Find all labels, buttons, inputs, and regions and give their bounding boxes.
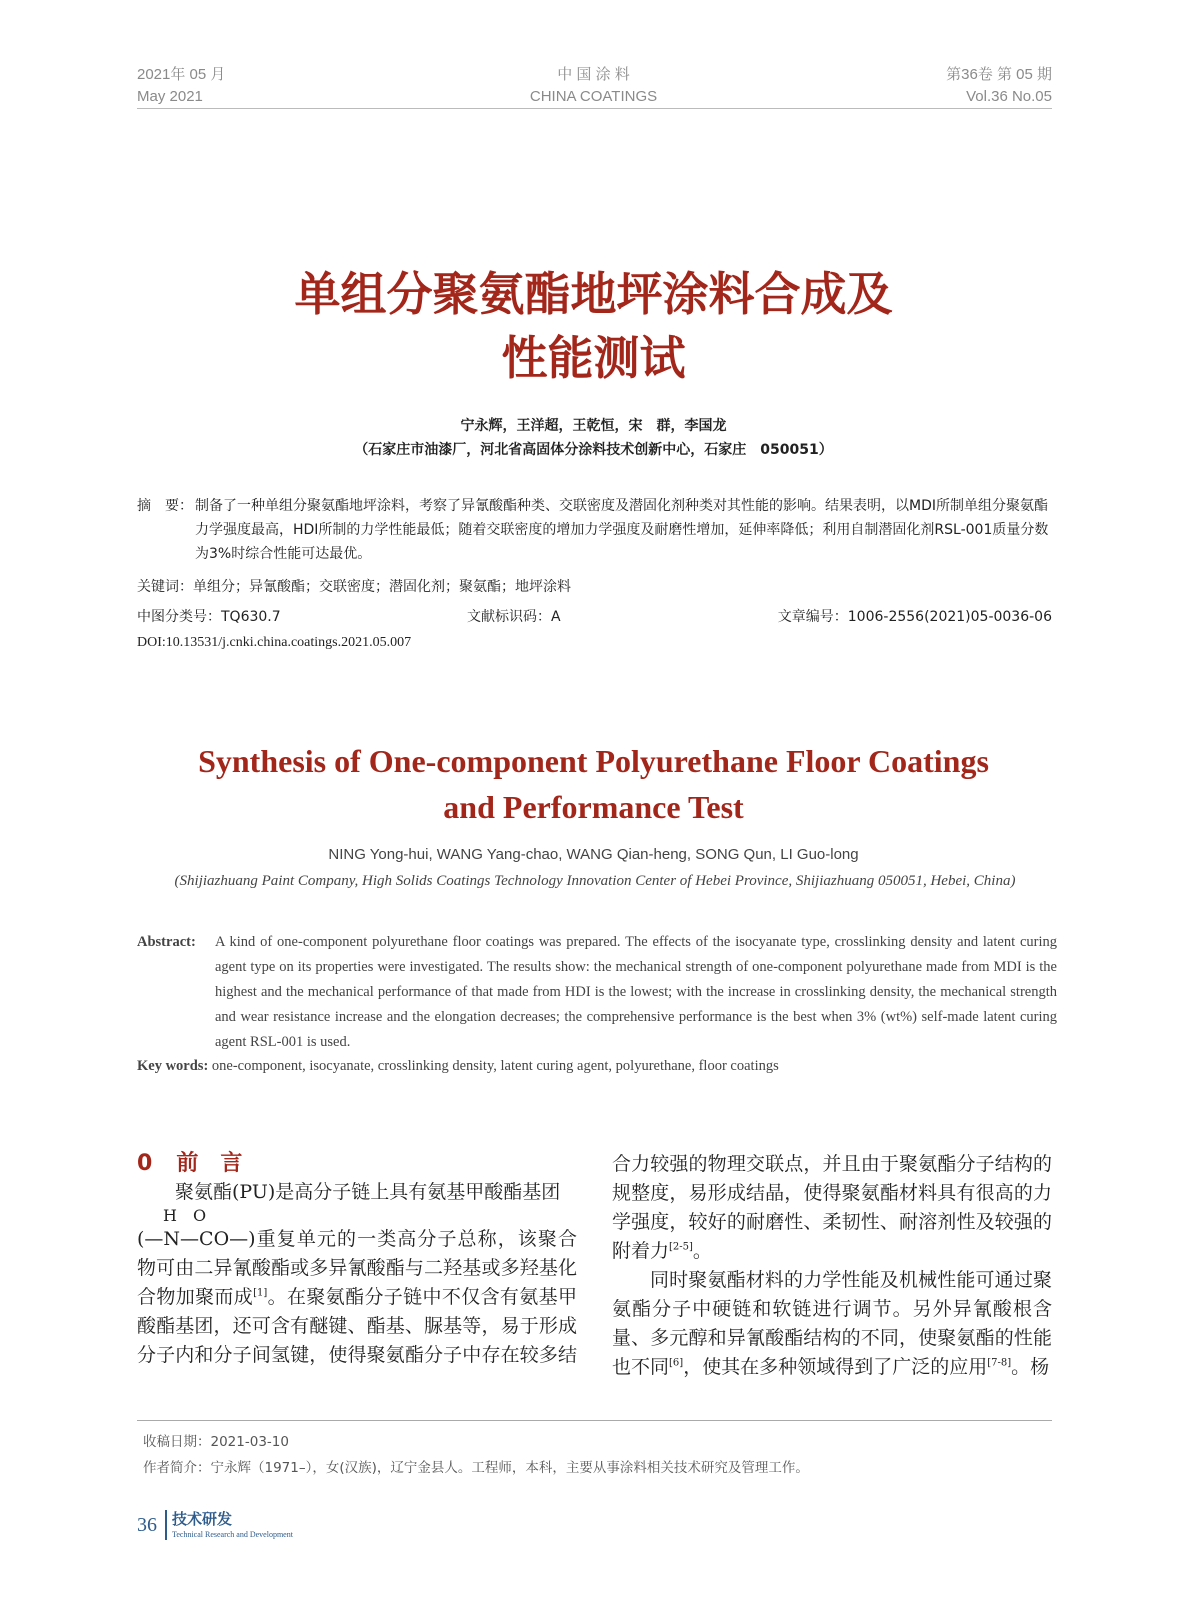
footnote-divider [137,1420,1052,1421]
abstract-en: Abstract: A kind of one-component polyurethane floor coatings was prepared. The effects of the isocyanate type, crosslinking density and latent curing agent type on its properties were investigated. The results show: the mechanical strength of one-component polyurethane made from MDI is the highest and the mechanical performance of that made from HDI is the lowest; with the increase in crosslinking density, the mechanical strength and wear resistance increase and the elongation decreases; the comprehensive performance is the best when 3% (wt%) self-made latent curing agent RSL-001 is used. [137,934,1057,1050]
keywords-en: Key words: one-component, isocyanate, crosslinking density, latent curing agent, polyurethane, floor coatings [137,1058,779,1074]
classification-row: 中图分类号：TQ630.7 文献标识码：A 文章编号：1006-2556(2021)05-0036-06 [137,609,1052,625]
keywords-cn: 关键词：单组分；异氰酸酯；交联密度；潜固化剂；聚氨酯；地坪涂料 [137,579,571,595]
header-volume: 第36卷 第 05 期 Vol.36 No.05 [946,66,1052,105]
citation-ref: [2-5] [669,1241,693,1253]
title-en: Synthesis of One-component Polyurethane Floor Coatings and Performance Test [198,743,989,825]
affiliation-cn: （石家庄市油漆厂，河北省高固体分涂料技术创新中心，石家庄 050051） [354,442,833,458]
header-divider [137,108,1052,109]
footer-divider [165,1510,167,1540]
section-heading: 0 前 言 [137,1151,243,1176]
page-number: 36 [137,1514,157,1536]
body-column-left: 聚氨酯(PU)是高分子链上具有氨基甲酸酯基团 H O (—N—CO—)重复单元的一类高分子总称，该聚合物可由二异氰酸酯或多异氰酸酯与二羟基或多羟基化合物加聚而成[1]。在聚氨酯分子链中不仅含有氨基甲酸酯基团，还可含有醚键、酯基、脲基等，易于形成分子内和分子间氢键，使得聚氨酯分子中存在较多结 [137,1181,577,1366]
doi: DOI:10.13531/j.cnki.china.coatings.2021.05.007 [137,635,412,650]
abstract-cn: 摘 要： 制备了一种单组分聚氨酯地坪涂料，考察了异氰酸酯种类、交联密度及潜固化剂种类对其性能的影响。结果表明，以MDI所制单组分聚氨酯力学强度最高，HDI所制的力学性能最低；随着交联密度的增加力学强度及耐磨性增加，延伸率降低；利用自制潜固化剂RSL-001质量分数为3%时综合性能可达最优。 [137,498,1049,562]
authors-en: NING Yong-hui, WANG Yang-chao, WANG Qian-heng, SONG Qun, LI Guo-long [328,846,859,863]
paragraph-2: 同时聚氨酯材料的力学性能及机械性能可通过聚氨酯分子中硬链和软链进行调节。另外异氰酸根含量、多元醇和异氰酸酯结构的不同，使聚氨酯的性能也不同[6]，使其在多种领域得到了广泛的应用[7-8]。杨 [612,1269,1052,1378]
footer-section-cn: 技术研发 [172,1510,233,1528]
received-date: 收稿日期：2021-03-10 [143,1434,289,1450]
footer-section-en: Technical Research and Development [172,1530,293,1539]
authors-cn: 宁永辉，王洋超，王乾恒，宋 群，李国龙 （石家庄市油漆厂，河北省高固体分涂料技术创新中心，石家庄 050051） [0,414,1187,462]
affiliation-en: (Shijiazhuang Paint Company, High Solids Coatings Technology Innovation Center of Hebei Province, Shijiazhuang 050051, Hebei, China) [174,873,1016,889]
body-continuation: 合力较强的物理交联点，并且由于聚氨酯分子结构的规整度，易形成结晶，使得聚氨酯材料具有很高的力学强度，较好的耐磨性、柔韧性、耐溶剂性及较强的附着力[2-5]。 [612,1153,1052,1262]
header-date: 2021年 05 月 May 2021 [137,66,226,105]
author-bio: 作者简介：宁永辉（1971–），女(汉族)，辽宁金县人。工程师，本科，主要从事涂料相关技术研究及管理工作。 [143,1460,809,1476]
chem-structure: H O [163,1206,207,1225]
header-journal: 中 国 涂 料 CHINA COATINGS [529,66,658,105]
body-column-right [612,1150,1052,1382]
title-cn: 单组分聚氨酯地坪涂料合成及 性能测试 [294,267,893,385]
